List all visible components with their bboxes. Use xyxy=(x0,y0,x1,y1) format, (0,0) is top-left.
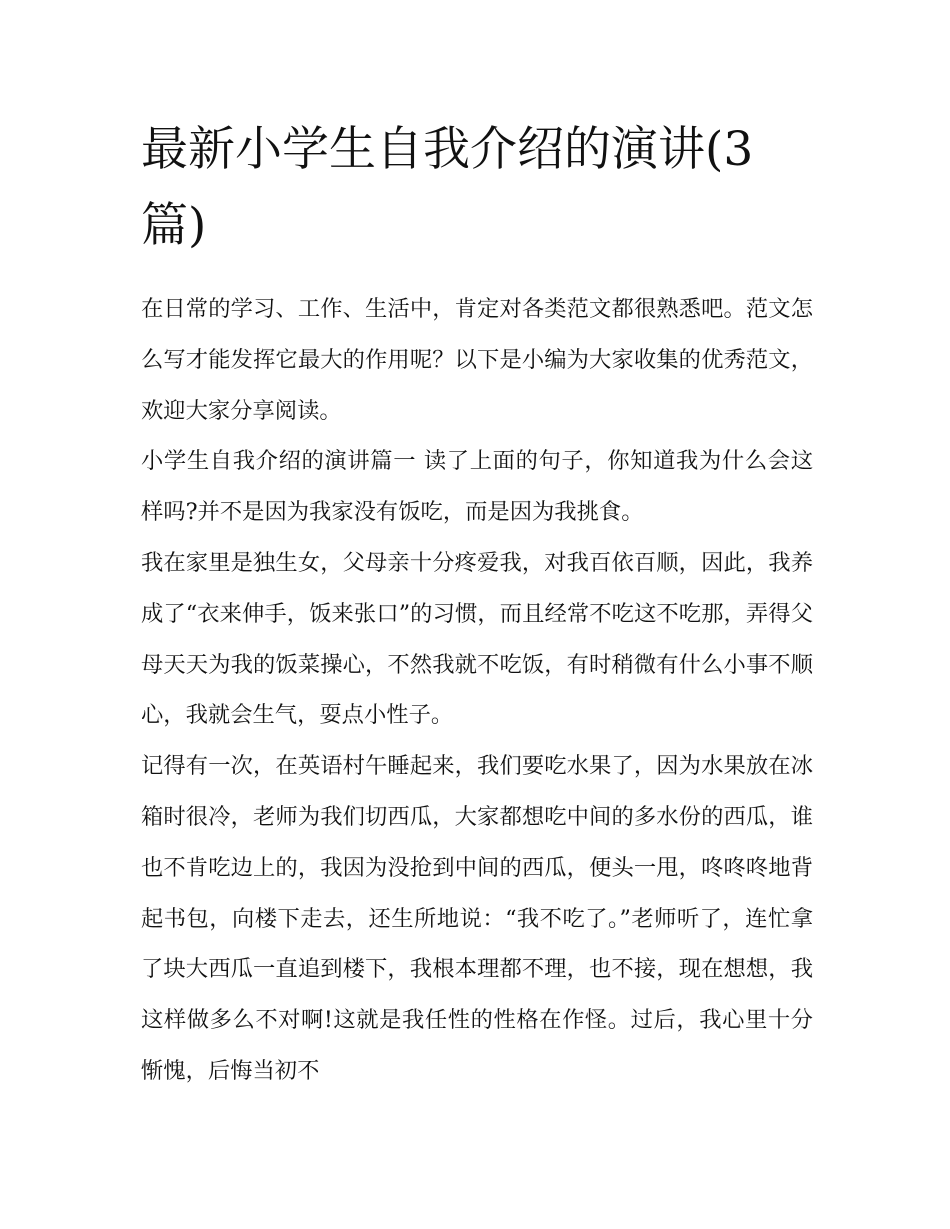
paragraph-speech-one-opening: 小学生自我介绍的演讲篇一 读了上面的句子，你知道我为什么会这样吗?并不是因为我家没有饭吃，而是因为我挑食。 xyxy=(141,448,813,526)
document-title: 最新小学生自我介绍的演讲(3篇) xyxy=(141,122,754,253)
document-content xyxy=(141,112,813,1097)
paragraph-only-child: 我在家里是独生女，父母亲十分疼爱我，对我百依百顺，因此，我养成了“衣来伸手，饭来张口”的习惯，而且经常不吃这不吃那，弄得父母天天为我的饭菜操心，不然我就不吃饭，有时稍微有什么小事不顺心，我就会生气，耍点小性子。 xyxy=(141,549,813,729)
paragraph-watermelon-story: 记得有一次，在英语村午睡起来，我们要吃水果了，因为水果放在冰箱时很冷，老师为我们切西瓜，大家都想吃中间的多水份的西瓜，谁也不肯吃边上的，我因为没抢到中间的西瓜，便头一甩，咚咚咚地背起书包，向楼下走去，还生所地说：“我不吃了。”老师听了，连忙拿了块大西瓜一直追到楼下，我根本理都不理，也不接，现在想想，我这样做多么不对啊!这就是我任性的性格在作怪。过后，我心里十分惭愧，后悔当初不 xyxy=(141,753,813,1084)
paragraph-intro: 在日常的学习、工作、生活中，肯定对各类范文都很熟悉吧。范文怎么写才能发挥它最大的作用呢？以下是小编为大家收集的优秀范文，欢迎大家分享阅读。 xyxy=(141,296,813,424)
document-body xyxy=(141,284,813,1097)
